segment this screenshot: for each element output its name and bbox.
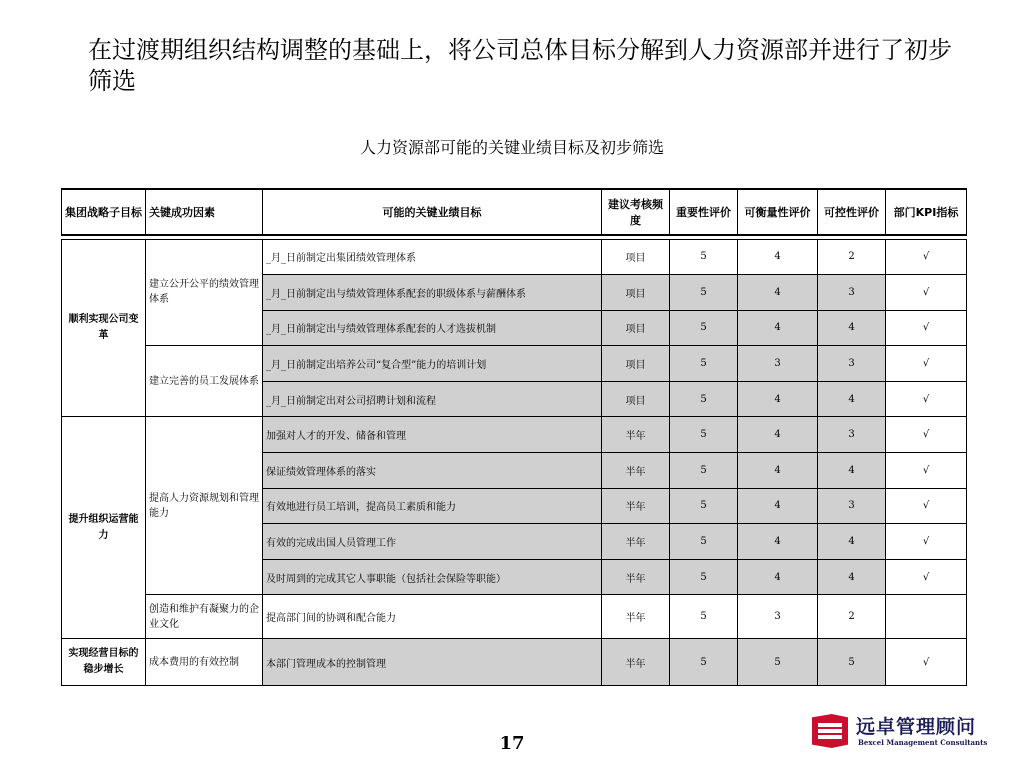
importance-cell: 5: [670, 639, 738, 686]
measurability-cell: 4: [738, 417, 818, 453]
importance-cell: 5: [670, 488, 738, 524]
logo-mark-icon: [812, 714, 848, 748]
measurability-cell: 4: [738, 488, 818, 524]
factor-cell: 提高人力资源规划和管理能力: [146, 417, 263, 595]
kpi-cell: √: [886, 524, 967, 560]
kpi-cell: √: [886, 346, 967, 382]
logo-chinese-name: 远卓管理顾问: [856, 716, 977, 738]
goal-cell: _月_日前制定出与绩效管理体系配套的职级体系与薪酬体系: [263, 275, 602, 311]
kpi-cell: √: [886, 417, 967, 453]
kpi-cell: √: [886, 488, 967, 524]
frequency-cell: 半年: [602, 488, 670, 524]
goal-cell: 及时周到的完成其它人事职能（包括社会保险等职能）: [263, 559, 602, 595]
strategy-cell: 实现经营目标的稳步增长: [62, 639, 146, 686]
controllability-cell: 4: [818, 453, 886, 489]
controllability-cell: 2: [818, 239, 886, 275]
controllability-cell: 5: [818, 639, 886, 686]
importance-cell: 5: [670, 417, 738, 453]
col-header-measurability: 可衡量性评价: [738, 189, 818, 235]
goal-cell: 保证绩效管理体系的落实: [263, 453, 602, 489]
factor-cell: 建立公开公平的绩效管理体系: [146, 239, 263, 346]
frequency-cell: 半年: [602, 595, 670, 639]
goal-cell: _月_日前制定出集团绩效管理体系: [263, 239, 602, 275]
goal-cell: 本部门管理成本的控制管理: [263, 639, 602, 686]
kpi-table: [61, 188, 967, 686]
importance-cell: 5: [670, 453, 738, 489]
company-logo: [812, 712, 1002, 752]
controllability-cell: 4: [818, 524, 886, 560]
table-header-row: [62, 189, 967, 235]
measurability-cell: 4: [738, 310, 818, 346]
table-row: [62, 239, 967, 275]
importance-cell: 5: [670, 559, 738, 595]
importance-cell: 5: [670, 275, 738, 311]
page-number: 17: [499, 733, 525, 754]
importance-cell: 5: [670, 239, 738, 275]
frequency-cell: 项目: [602, 346, 670, 382]
factor-cell: 建立完善的员工发展体系: [146, 346, 263, 417]
measurability-cell: 4: [738, 559, 818, 595]
kpi-cell: √: [886, 310, 967, 346]
controllability-cell: 4: [818, 559, 886, 595]
col-header-frequency: 建议考核频度: [602, 189, 670, 235]
goal-cell: _月_日前制定出培养公司“复合型”能力的培训计划: [263, 346, 602, 382]
controllability-cell: 3: [818, 275, 886, 311]
measurability-cell: 4: [738, 524, 818, 560]
kpi-cell: √: [886, 453, 967, 489]
measurability-cell: 4: [738, 453, 818, 489]
goal-cell: _月_日前制定出对公司招聘计划和流程: [263, 381, 602, 417]
col-header-importance: 重要性评价: [670, 189, 738, 235]
frequency-cell: 项目: [602, 310, 670, 346]
col-header-factor: 关键成功因素: [146, 189, 263, 235]
measurability-cell: 4: [738, 275, 818, 311]
frequency-cell: 半年: [602, 524, 670, 560]
kpi-cell: √: [886, 381, 967, 417]
frequency-cell: 半年: [602, 639, 670, 686]
kpi-cell: √: [886, 239, 967, 275]
frequency-cell: 半年: [602, 559, 670, 595]
controllability-cell: 4: [818, 310, 886, 346]
importance-cell: 5: [670, 381, 738, 417]
col-header-kpi: 部门KPI指标: [886, 189, 967, 235]
controllability-cell: 2: [818, 595, 886, 639]
kpi-cell: √: [886, 275, 967, 311]
importance-cell: 5: [670, 310, 738, 346]
col-header-strategy: 集团战略子目标: [62, 189, 146, 235]
importance-cell: 5: [670, 595, 738, 639]
goal-cell: 提高部门间的协调和配合能力: [263, 595, 602, 639]
goal-cell: 有效地进行员工培训，提高员工素质和能力: [263, 488, 602, 524]
controllability-cell: 3: [818, 346, 886, 382]
slide-title: 在过渡期组织结构调整的基础上，将公司总体目标分解到人力资源部并进行了初步筛选: [88, 36, 952, 95]
frequency-cell: 半年: [602, 417, 670, 453]
importance-cell: 5: [670, 346, 738, 382]
table-caption: 人力资源部可能的关键业绩目标及初步筛选: [359, 138, 664, 157]
factor-cell: 创造和维护有凝聚力的企业文化: [146, 595, 263, 639]
logo-english-name: Bexcel Management Consultants: [858, 738, 988, 747]
kpi-cell: √: [886, 639, 967, 686]
controllability-cell: 4: [818, 381, 886, 417]
measurability-cell: 5: [738, 639, 818, 686]
table-row: [62, 595, 967, 639]
table-row: [62, 346, 967, 382]
frequency-cell: 项目: [602, 239, 670, 275]
strategy-cell: 提升组织运营能力: [62, 417, 146, 639]
table-row: [62, 417, 967, 453]
col-header-controllability: 可控性评价: [818, 189, 886, 235]
kpi-cell: √: [886, 559, 967, 595]
controllability-cell: 3: [818, 417, 886, 453]
importance-cell: 5: [670, 524, 738, 560]
goal-cell: 有效的完成出国人员管理工作: [263, 524, 602, 560]
goal-cell: 加强对人才的开发、储备和管理: [263, 417, 602, 453]
factor-cell: 成本费用的有效控制: [146, 639, 263, 686]
controllability-cell: 3: [818, 488, 886, 524]
measurability-cell: 4: [738, 239, 818, 275]
col-header-goal: 可能的关键业绩目标: [263, 189, 602, 235]
table-row: [62, 639, 967, 686]
frequency-cell: 项目: [602, 381, 670, 417]
frequency-cell: 项目: [602, 275, 670, 311]
kpi-cell: [886, 595, 967, 639]
frequency-cell: 半年: [602, 453, 670, 489]
measurability-cell: 4: [738, 381, 818, 417]
measurability-cell: 3: [738, 595, 818, 639]
goal-cell: _月_日前制定出与绩效管理体系配套的人才选拔机制: [263, 310, 602, 346]
measurability-cell: 3: [738, 346, 818, 382]
strategy-cell: 顺利实现公司变革: [62, 239, 146, 417]
